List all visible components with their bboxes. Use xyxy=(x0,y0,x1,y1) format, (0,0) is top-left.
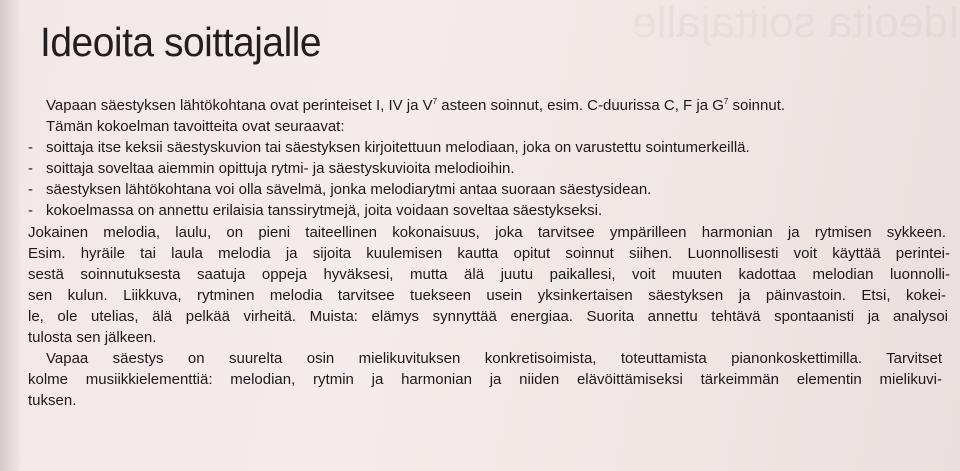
bullet-dash: - xyxy=(28,160,33,178)
goal-item: - soittaja soveltaa aiemmin opittuja rytmi- ja säestyskuvioita melodioihin. xyxy=(28,158,956,179)
paragraph-line: Esim. hyräile tai laula melodia ja sijoita kuulemisen kautta opitut soinnut siihen. Luonnollisesti voit käyttää perintei- xyxy=(28,244,950,262)
goal-item: - soittaja itse keksii säestyskuvion tai säestyksen kirjoitettuun melodiaan, joka on varustettu sointumerkeillä. xyxy=(28,137,956,158)
body-text xyxy=(28,95,956,411)
goal-item: - kokoelmassa on annettu erilaisia tanssirytmejä, joita voidaan soveltaa säestykseksi. xyxy=(28,200,956,221)
paragraph-line: sestä soinnutuksesta saatuja oppeja hyväksesi, mutta älä juutu paikallesi, voit muuten kadottaa melodian luonnolli- xyxy=(28,265,950,283)
paragraph-line: kolme musiikkielementtiä: melodian, rytmin ja harmonian ja niiden elävöittämiseksi tärkeimmän elementin mielikuvi- xyxy=(28,371,942,389)
page-title: Ideoita soittajalle xyxy=(40,19,322,65)
paragraph-line: Vapaa säestys on suurelta osin mielikuvituksen konkretisoimista, toteuttamista pianonkoskettimilla. Tarvitset xyxy=(46,350,942,368)
paragraph-line: tuksen. xyxy=(28,392,77,410)
bullet-dash: - xyxy=(28,181,33,199)
paragraph-line: le, ole utelias, älä pelkää virheitä. Muista: elämys synnyttää energiaa. Suorita annettu tehtävä spontaanisti ja analysoi xyxy=(28,307,948,325)
superscript-7: 7 xyxy=(432,97,438,106)
bullet-dash: - xyxy=(28,139,33,157)
show-through-text: Ideoita soittajalle xyxy=(632,0,960,47)
paragraph-line: tulosta sen jälkeen. xyxy=(28,329,157,347)
superscript-7: 7 xyxy=(723,97,729,106)
bullet-dash: - xyxy=(28,202,33,220)
paragraph-line: sen kulun. Liikkuva, rytminen melodia tarvitsee tuekseen usein yksinkertaisen säestyksen ja päinvastoin. Etsi, kokei- xyxy=(28,286,946,304)
page-gutter-shadow xyxy=(0,0,22,471)
goal-item: - säestyksen lähtökohtana voi olla sävelmä, jonka melodiarytmi antaa suoraan säestysidean. xyxy=(28,179,956,200)
intro-line: Vapaan säestyksen lähtökohtana ovat perinteiset I, IV ja $V^7$ asteen soinnut, esim. C-duurissa C, F ja $G^7$ soinnut. xyxy=(46,97,786,114)
paragraph-line: Jokainen melodia, laulu, on pieni taiteellinen kokonaisuus, joka tarvitsee ympärilleen harmonian ja rytmisen sykkeen. xyxy=(28,223,946,241)
goals-intro: Tämän kokoelman tavoitteita ovat seuraavat: xyxy=(46,118,345,136)
